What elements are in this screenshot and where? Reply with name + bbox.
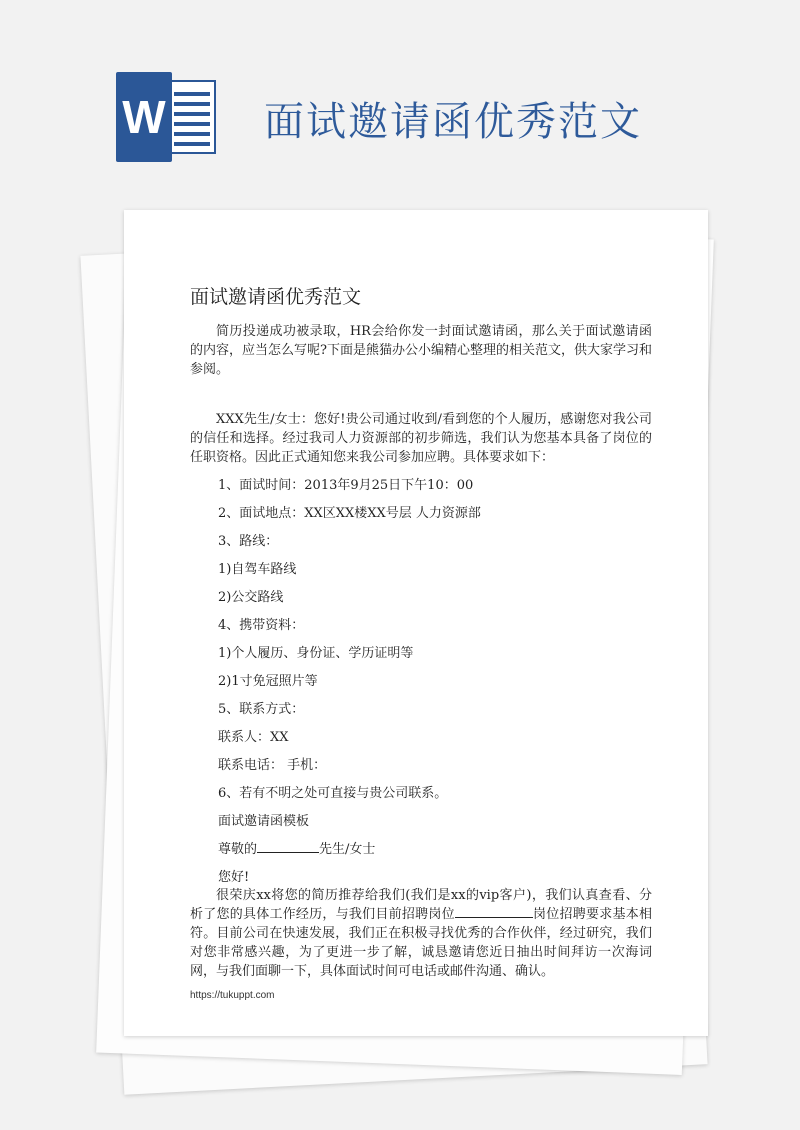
list-item: 3、路线： bbox=[218, 534, 279, 549]
list-item: 5、联系方式： bbox=[218, 702, 305, 717]
word-logo-letter: W bbox=[116, 72, 172, 162]
intro-paragraph: 简历投递成功被录取，HR会给你发一封面试邀请函，那么关于面试邀请函的内容，应当怎么写呢?下面是熊猫办公小编精心整理的相关范文，供大家学习和参阅。 bbox=[190, 324, 652, 377]
closing-paragraph bbox=[190, 886, 652, 981]
position-blank bbox=[455, 916, 533, 918]
name-blank bbox=[257, 851, 319, 853]
list-item: 1)个人履历、身份证、学历证明等 bbox=[218, 646, 414, 661]
banner bbox=[0, 0, 800, 200]
salutation-prefix: 尊敬的 bbox=[218, 842, 258, 857]
salutation-line bbox=[218, 838, 375, 857]
letter-opening-paragraph: XXX先生/女士：您好!贵公司通过收到/看到您的个人履历，感谢您对我公司的信任和选择。经过我司人力资源部的初步筛选，我们认为您基本具备了岗位的任职资格。因此正式通知您来我公司参加应聘。具体要求如下： bbox=[190, 412, 652, 465]
closing-part-2: 岗位招聘要求基本相符。目前公司在快速发展，我们正在积极寻找优秀的合作伙伴，经过研究，我们对您非常感兴趣，为了更进一步了解，诚恳邀请您近日抽出时间拜访一次海词网，与我们面聊一下，具体面试时间可电话或邮件沟通、确认。 bbox=[190, 907, 652, 979]
list-item: 1、面试时间：2013年9月25日下午10：00 bbox=[218, 478, 474, 493]
list-item: 2)1寸免冠照片等 bbox=[218, 674, 318, 689]
footer-url: https://tukuppt.com bbox=[190, 990, 275, 1001]
word-document-icon bbox=[116, 72, 216, 162]
template-heading: 面试邀请函模板 bbox=[218, 814, 310, 829]
salutation-suffix: 先生/女士 bbox=[319, 842, 376, 857]
document-page bbox=[124, 210, 708, 1036]
list-item: 联系人：XX bbox=[218, 730, 289, 745]
list-item: 2、面试地点：XX区XX楼XX号层 人力资源部 bbox=[218, 506, 481, 521]
list-item: 1)自驾车路线 bbox=[218, 562, 297, 577]
closing-part-1: 很荣庆xx将您的简历推荐给我们(我们是xx的vip客户)，我们认真查看、分析了您的具体工作经历，与我们目前招聘岗位 bbox=[190, 888, 652, 922]
document-title: 面试邀请函优秀范文 bbox=[190, 286, 362, 308]
list-item: 联系电话： 手机： bbox=[218, 758, 327, 773]
list-item: 6、若有不明之处可直接与贵公司联系。 bbox=[218, 786, 448, 801]
list-item: 2)公交路线 bbox=[218, 590, 284, 605]
list-item: 4、携带资料： bbox=[218, 618, 305, 633]
greeting: 您好! bbox=[218, 870, 250, 885]
banner-title: 面试邀请函优秀范文 bbox=[264, 99, 642, 145]
